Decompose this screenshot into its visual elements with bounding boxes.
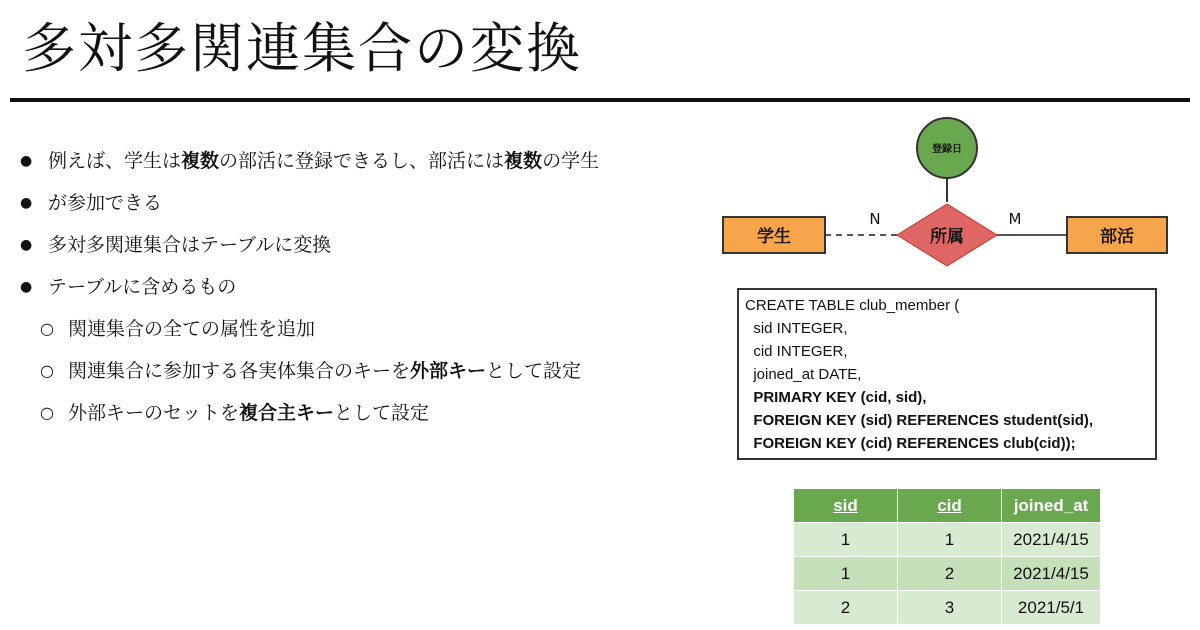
- emphasis: 複数: [504, 150, 543, 172]
- code-line: PRIMARY KEY (cid, sid),: [745, 389, 927, 406]
- cardinality-m: M: [1008, 210, 1022, 228]
- column-header-sid: sid: [794, 489, 898, 523]
- emphasis: 外部キー: [410, 360, 487, 382]
- text: 例えば、学生は: [48, 150, 182, 172]
- sub-bullet-composite-key: [18, 392, 718, 434]
- text: として設定: [334, 402, 430, 424]
- table-header-row: [794, 489, 1101, 523]
- er-diagram: [715, 110, 1175, 270]
- code-line: CREATE TABLE club_member (: [745, 297, 960, 314]
- emphasis: 複合主キー: [239, 402, 335, 424]
- column-header-joined-at: joined_at: [1002, 489, 1101, 523]
- table-cell: 2021/4/15: [1002, 523, 1101, 557]
- emphasis: 複数: [181, 150, 220, 172]
- page-title: 多対多関連集合の変換: [22, 17, 582, 80]
- table-cell: 2021/4/15: [1002, 557, 1101, 591]
- club-member-table: [793, 488, 1101, 625]
- table-row: [794, 591, 1101, 625]
- table-cell: 2: [794, 591, 898, 625]
- entity-club-label: 部活: [1100, 227, 1134, 247]
- sql-code-box: [737, 288, 1157, 460]
- table-row: [794, 523, 1101, 557]
- title-divider: [10, 98, 1190, 102]
- bullet-include: ● テーブルに含めるもの: [18, 266, 718, 308]
- table-cell: 1: [794, 523, 898, 557]
- table-row: [794, 557, 1101, 591]
- bullet-example-cont: [18, 182, 718, 224]
- code-line: sid INTEGER,: [745, 320, 848, 337]
- bullet-example: [18, 140, 718, 182]
- table-cell: 2: [898, 557, 1002, 591]
- relationship-label: 所属: [930, 227, 964, 247]
- table-cell: 1: [794, 557, 898, 591]
- code-line: FOREIGN KEY (cid) REFERENCES club(cid));: [745, 435, 1076, 452]
- column-header-cid: cid: [898, 489, 1002, 523]
- text: の部活に登録できるし、部活には: [219, 150, 505, 172]
- code-line: FOREIGN KEY (sid) REFERENCES student(sid),: [745, 412, 1094, 429]
- bullet-list: [18, 140, 718, 434]
- text: の学生: [542, 150, 600, 172]
- table-cell: 2021/5/1: [1002, 591, 1101, 625]
- attribute-label: 登録日: [932, 144, 962, 155]
- text: として設定: [486, 360, 582, 382]
- bullet-convert: ● 多対多関連集合はテーブルに変換: [18, 224, 718, 266]
- sub-bullet-foreign-key: [18, 350, 718, 392]
- text: が参加できる: [48, 192, 163, 214]
- code-line: cid INTEGER,: [745, 343, 848, 360]
- cardinality-n: N: [869, 210, 881, 228]
- code-line: joined_at DATE,: [745, 366, 862, 383]
- sub-bullet-attributes: ○ 関連集合の全ての属性を追加: [18, 308, 718, 350]
- table-cell: 1: [898, 523, 1002, 557]
- table-cell: 3: [898, 591, 1002, 625]
- text: 外部キーのセットを: [68, 402, 240, 424]
- text: 関連集合に参加する各実体集合のキーを: [68, 360, 411, 382]
- entity-student-label: 学生: [757, 227, 791, 247]
